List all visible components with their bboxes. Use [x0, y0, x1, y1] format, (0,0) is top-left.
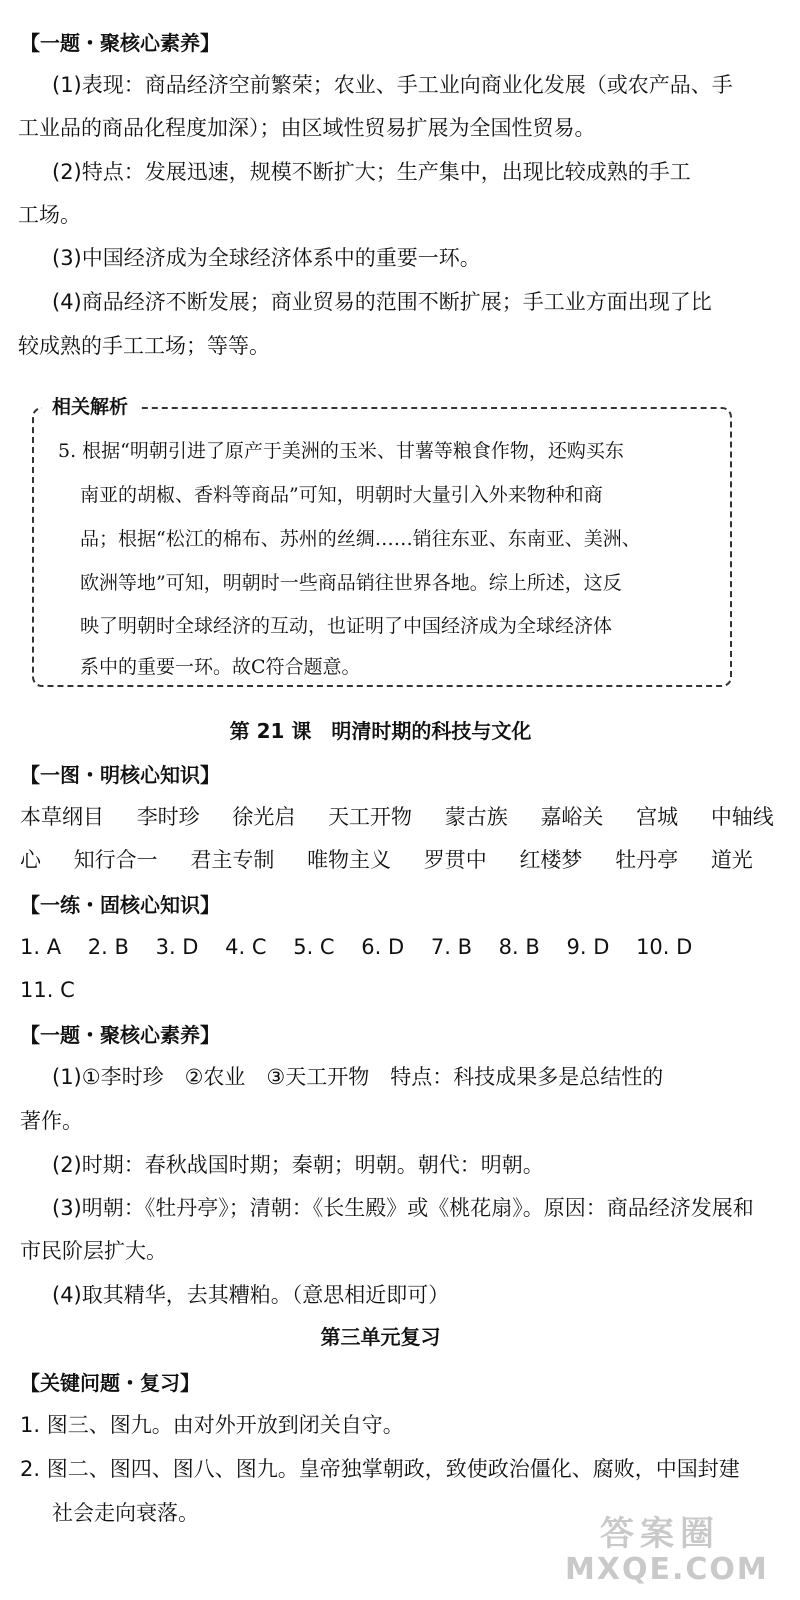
text-line: (1)①李时珍 ②农业 ③天工开物 特点：科技成果多是总结性的 — [52, 1065, 664, 1089]
text-line: 较成熟的手工工场；等等。 — [18, 334, 270, 358]
text-line: 社会走向衰落。 — [52, 1501, 199, 1525]
text-line: (3)明朝：《牡丹亭》；清朝：《长生殿》或《桃花扇》。原因：商品经济发展和 — [52, 1196, 754, 1220]
text-line: 1. 图三、图九。由对外开放到闭关自守。 — [20, 1413, 404, 1437]
answer: 9. D — [566, 935, 610, 959]
answer: 6. D — [361, 935, 405, 959]
text-line: (4)商品经济不断发展；商业贸易的范围不断扩展；手工业方面出现了比 — [52, 290, 712, 314]
term: 嘉峪关 — [540, 805, 604, 829]
term: 道光 — [710, 848, 753, 872]
term: 中轴线 — [710, 805, 774, 829]
term: 君主专制 — [190, 848, 275, 872]
text-line: 工业品的商品化程度加深）；由区域性贸易扩展为全国性贸易。 — [18, 116, 596, 140]
section-header-core-literacy: 【一题・聚核心素养】 — [20, 1023, 220, 1047]
analysis-line: 品；根据“松江的棉布、苏州的丝绸……销往东亚、东南亚、美洲、 — [80, 528, 641, 550]
analysis-line: 南亚的胡椒、香料等商品”可知，明朝时大量引入外来物种和商 — [80, 484, 603, 506]
watermark-text: 答案圈 — [600, 1514, 720, 1554]
term: 徐光启 — [232, 805, 296, 829]
term: 罗贯中 — [423, 848, 487, 872]
term: 知行合一 — [73, 848, 158, 872]
lesson-title: 第 21 课 明清时期的科技与文化 — [229, 719, 532, 743]
text-line: 市民阶层扩大。 — [20, 1239, 167, 1263]
terms-row — [20, 802, 800, 832]
term: 牡丹亭 — [615, 848, 679, 872]
term: 红楼梦 — [519, 848, 583, 872]
analysis-line: 映了明朝时全球经济的互动，也证明了中国经济成为全球经济体 — [80, 615, 613, 637]
term: 宫城 — [636, 805, 679, 829]
section-header-practice: 【一练・固核心知识】 — [20, 893, 220, 917]
watermark-url: MXQE.COM — [565, 1552, 769, 1587]
analysis-line: 5. 根据“明朝引进了原产于美洲的玉米、甘薯等粮食作物，还购买东 — [58, 440, 624, 462]
text-line: (3)中国经济成为全球经济体系中的重要一环。 — [52, 246, 481, 270]
analysis-line: 欧洲等地”可知，明朝时一些商品销往世界各地。综上所述，这反 — [80, 572, 622, 594]
answer: 5. C — [293, 935, 335, 959]
answer: 2. B — [87, 935, 129, 959]
text-line: (2)特点：发展迅速，规模不断扩大；生产集中，出现比较成熟的手工 — [52, 160, 691, 184]
section-header-core-knowledge-map: 【一图・明核心知识】 — [20, 763, 220, 787]
term: 李时珍 — [136, 805, 200, 829]
unit-title: 第三单元复习 — [320, 1325, 441, 1349]
analysis-line: 系中的重要一环。故C符合题意。 — [80, 656, 361, 678]
term: 天工开物 — [328, 805, 413, 829]
term: 本草纲目 — [20, 805, 104, 829]
answer: 4. C — [225, 935, 267, 959]
text-line: 2. 图二、图四、图八、图九。皇帝独掌朝政，致使政治僵化、腐败，中国封建 — [20, 1457, 740, 1481]
term: 蒙古族 — [444, 805, 508, 829]
answer: 8. B — [498, 935, 540, 959]
text-line: 工场。 — [18, 203, 81, 227]
answer: 10. D — [636, 935, 693, 959]
section-header-core-literacy-top: 【一题・聚核心素养】 — [20, 31, 220, 55]
term: 唯物主义 — [307, 848, 392, 872]
answers-row — [20, 932, 712, 962]
answer: 1. A — [20, 935, 62, 959]
text-line: 著作。 — [20, 1109, 83, 1133]
answer: 7. B — [430, 935, 472, 959]
analysis-box-label: 相关解析 — [42, 394, 138, 420]
answers-row — [20, 975, 95, 1005]
answer: 11. C — [20, 978, 75, 1002]
term: 心 — [20, 848, 41, 872]
text-line: (1)表现：商品经济空前繁荣；农业、手工业向商业化发展（或农产品、手 — [52, 73, 733, 97]
terms-row — [20, 845, 779, 875]
answer: 3. D — [155, 935, 199, 959]
text-line: (4)取其精华，去其糟粕。（意思相近即可） — [52, 1283, 450, 1307]
text-line: (2)时期：春秋战国时期；秦朝；明朝。朝代：明朝。 — [52, 1153, 544, 1177]
watermark-logo — [565, 1514, 769, 1596]
section-header-key-questions: 【关键问题・复习】 — [20, 1371, 200, 1395]
